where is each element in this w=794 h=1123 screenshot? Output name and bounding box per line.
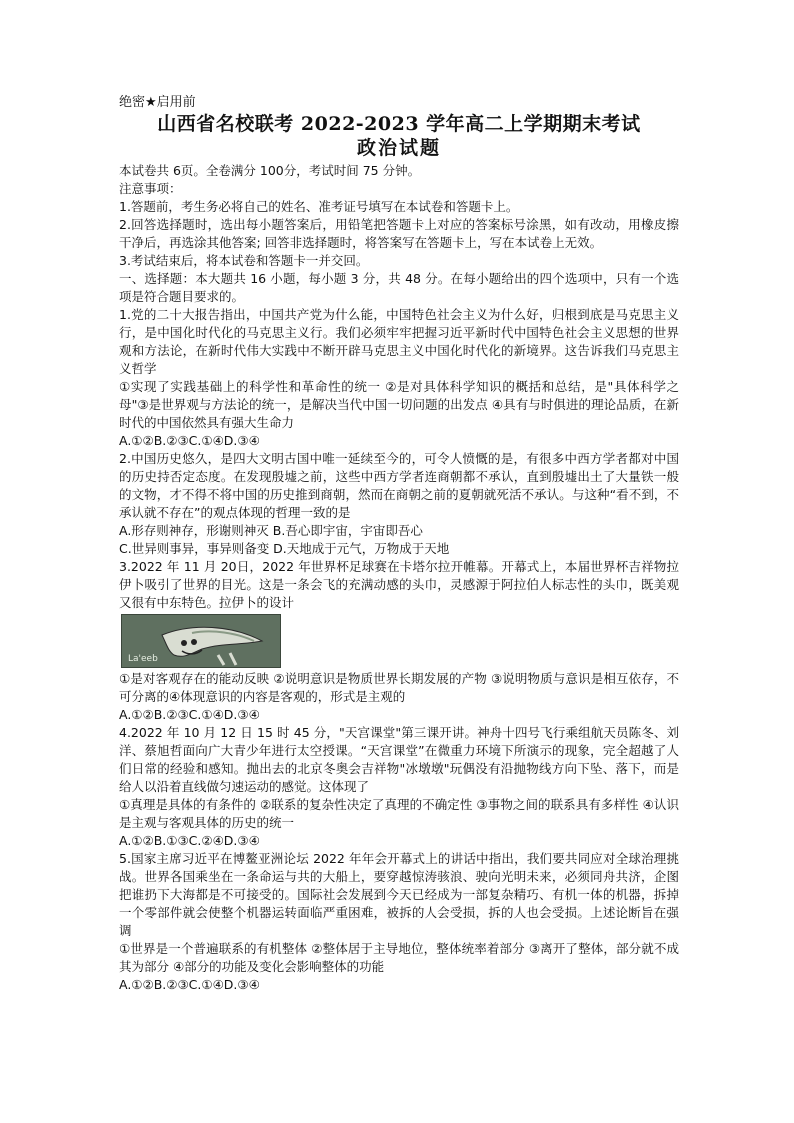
question-4-items: ①真理是具体的有条件的 ②联系的复杂性决定了真理的不确定性 ③事物之间的联系具有多样性 ④认识是主观与客观具体的历史的统一 bbox=[119, 797, 679, 830]
question-5-options: A.①②B.②③C.①④D.③④ bbox=[119, 977, 260, 992]
question-2-options-row-2: C.世异则事异，事异则备变 D.天地成于元气，万物成于天地 bbox=[119, 541, 450, 556]
question-3-stem: 3.2022 年 11 月 20日，2022 年世界杯足球赛在卡塔尔拉开帷幕。开幕式上，本届世界杯吉祥物拉伊卜吸引了世界的目光。这是一条会飞的充满动感的头巾，灵感源于阿拉伯人标志性的头巾，既美观又很有中东特色。拉伊卜的设计 bbox=[119, 559, 679, 610]
question-1-stem: 1.党的二十大报告指出，中国共产党为什么能，中国特色社会主义为什么好，归根到底是马克思主义行，是中国化时代化的马克思主义行。我们必须牢牢把握习近平新时代中国特色社会主义思想的世界观和方法论，在新时代伟大实践中不断开辟马克思主义中国化时代化的新境界。这告诉我们马克思主义哲学 bbox=[119, 307, 679, 376]
question-3-options: A.①②B.②③C.①④D.③④ bbox=[119, 707, 260, 722]
mascot-image bbox=[121, 614, 281, 668]
question-2-stem: 2.中国历史悠久，是四大文明古国中唯一延续至今的，可令人愤慨的是，有很多中西方学者都对中国的历史持否定态度。在发现殷墟之前，这些中西方学者连商朝都不承认，直到殷墟出土了大量铁一般的文物，才不得不将中国的历史推到商朝，然而在商朝之前的夏朝就死活不承认。与这种“看不到，不承认就不存在”的观点体现的哲理一致的是 bbox=[119, 451, 679, 520]
notice-item-2: 2.回答选择题时，选出每小题答案后，用铅笔把答题卡上对应的答案标号涂黑，如有改动，用橡皮擦干净后，再选涂其他答案; 回答非选择题时，将答案写在答题卡上，写在本试卷上无效。 bbox=[119, 217, 679, 250]
question-4-stem: 4.2022 年 10 月 12 日 15 时 45 分，"天宫课堂"第三课开讲。神舟十四号飞行乘组航天员陈冬、刘洋、蔡旭哲面向广大青少年进行太空授课。“天宫课堂”在微重力环境下所演示的现象，完全超越了人们日常的经验和感知。抛出去的北京冬奥会吉祥物"冰墩墩"玩偶没有沿抛物线方向下坠、落下，而是给人以沿着直线做匀速运动的感觉。这体现了 bbox=[119, 725, 679, 794]
exam-title: 山西省名校联考 2022-2023 学年高二上学期期末考试 bbox=[157, 113, 641, 135]
page-content bbox=[119, 94, 679, 994]
question-1-options: A.①②B.②③C.①④D.③④ bbox=[119, 433, 260, 448]
question-1-items: ①实现了实践基础上的科学性和革命性的统一 ②是对具体科学知识的概括和总结，是"具体科学之母"③是世界观与方法论的统一，是解决当代中国一切问题的出发点 ④具有与时俱进的理论品质，在新时代的中国依然具有强大生命力 bbox=[119, 379, 679, 430]
notice-item-1: 1.答题前，考生务必将自己的姓名、准考证号填写在本试卷和答题卡上。 bbox=[119, 199, 519, 214]
question-5-stem: 5.国家主席习近平在博鳌亚洲论坛 2022 年年会开幕式上的讲话中指出，我们要共同应对全球治理挑战。世界各国乘坐在一条命运与共的大船上，要穿越惊涛骇浪、驶向光明未来，必须同舟共济，企图把谁扔下大海都是不可接受的。国际社会发展到今天已经成为一部复杂精巧、有机一体的机器，拆掉一个零部件就会使整个机器运转面临严重困难，被拆的人会受损，拆的人也会受损。上述论断旨在强调 bbox=[119, 851, 679, 938]
exam-subtitle: 政治试题 bbox=[356, 137, 441, 159]
question-3-items: ①是对客观存在的能动反映 ②说明意识是物质世界长期发展的产物 ③说明物质与意识是相互依存，不可分离的④体现意识的内容是客观的，形式是主观的 bbox=[119, 671, 679, 704]
section-heading: 一、选择题：本大题共 16 小题，每小题 3 分，共 48 分。在每小题给出的四个选项中，只有一个选项是符合题目要求的。 bbox=[119, 271, 679, 304]
notice-title: 注意事项： bbox=[119, 181, 182, 196]
exam-info: 本试卷共 6页。全卷满分 100分，考试时间 75 分钟。 bbox=[119, 163, 421, 178]
notice-item-3: 3.考试结束后，将本试卷和答题卡一并交回。 bbox=[119, 253, 369, 268]
question-2-options-row-1: A.形存则神存，形谢则神灭 B.吾心即宇宙，宇宙即吾心 bbox=[119, 523, 423, 538]
mascot-caption: La'eeb bbox=[128, 654, 158, 664]
question-4-options: A.①②B.①③C.②④D.③④ bbox=[119, 833, 260, 848]
question-5-items: ①世界是一个普遍联系的有机整体 ②整体居于主导地位，整体统率着部分 ③离开了整体，部分就不成其为部分 ④部分的功能及变化会影响整体的功能 bbox=[119, 941, 679, 974]
confidential-label: 绝密★启用前 bbox=[119, 95, 196, 110]
